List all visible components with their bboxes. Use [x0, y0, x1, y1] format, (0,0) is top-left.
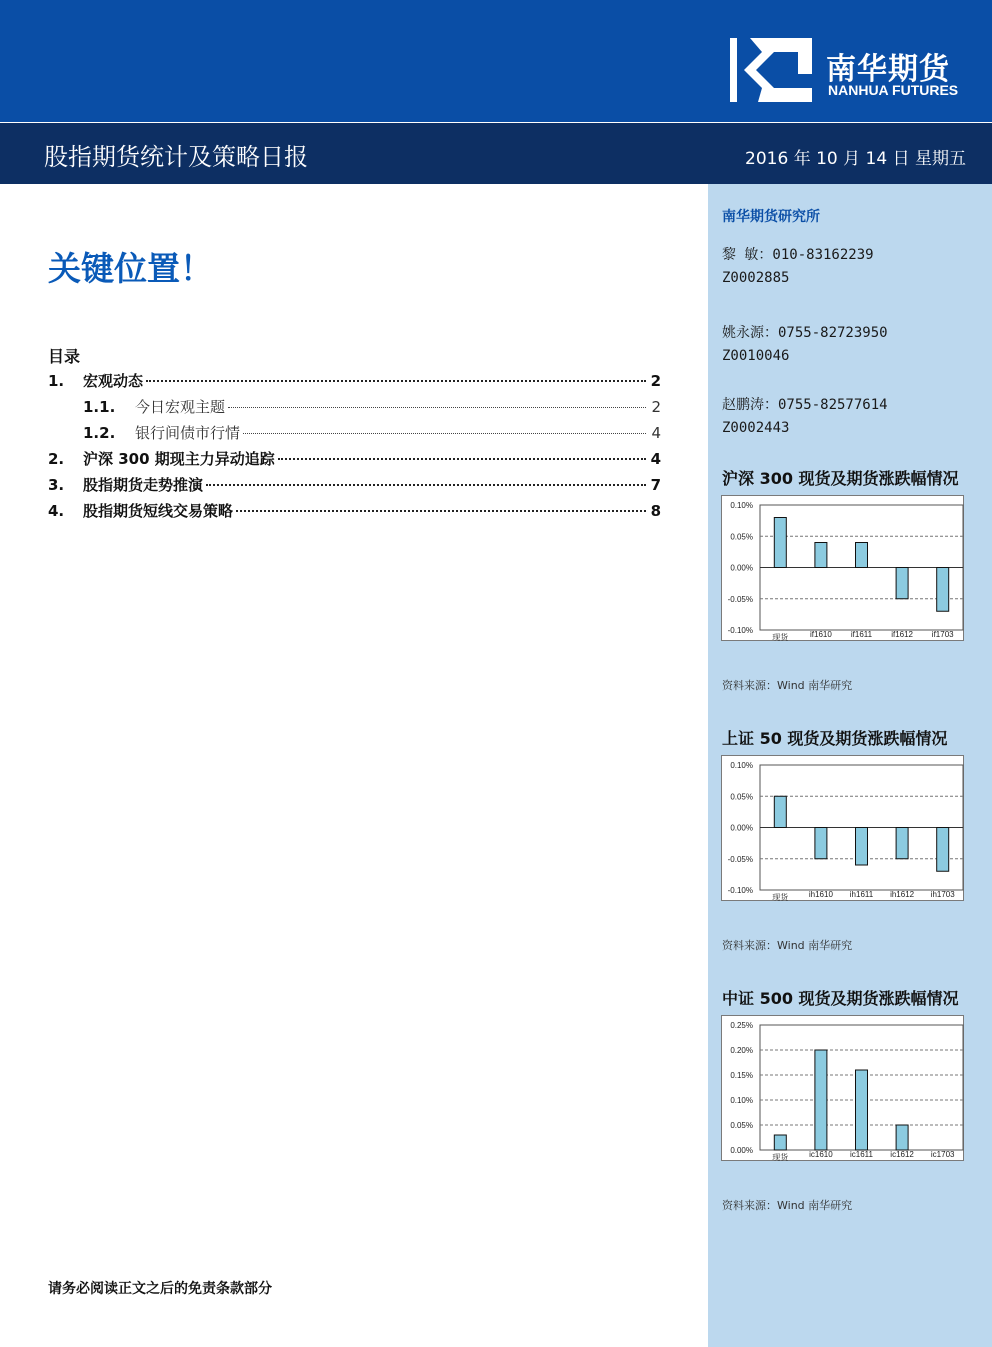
bar-if1611	[856, 543, 868, 568]
chart-2-svg	[722, 756, 965, 902]
chart-3-source: 资料来源：Wind 南华研究	[722, 1199, 853, 1212]
disclaimer-note: 请务必阅读正文之后的免责条款部分	[48, 1281, 272, 1297]
chart-2-source: 资料来源：Wind 南华研究	[722, 939, 853, 952]
bar-if1703	[937, 568, 949, 612]
bar-ic1611	[856, 1070, 868, 1150]
toc-item-label: 宏观动态	[83, 372, 144, 390]
x-tick-label: if1612	[891, 630, 913, 639]
x-tick-label: ic1703	[930, 1150, 955, 1159]
x-tick-label: ic1611	[850, 1150, 873, 1159]
analyst-2-license: Z0010046	[722, 348, 790, 364]
bar-ih1703	[937, 828, 949, 872]
analyst-3-contact: 赵鹏涛：0755-82577614	[722, 397, 888, 413]
chart-2-title: 上证 50 现货及期货涨跌幅情况	[722, 729, 948, 748]
chart-3	[721, 1015, 964, 1161]
x-tick-label: ih1610	[808, 890, 833, 899]
headline: 关键位置！	[48, 249, 213, 288]
bar-现货	[774, 796, 786, 827]
y-tick-label: 0.00%	[730, 563, 753, 573]
toc-item-number: 1.	[48, 372, 65, 390]
chart-2	[721, 755, 964, 901]
toc-item-number: 2.	[48, 450, 65, 468]
toc-item-page: 8	[650, 502, 661, 520]
nanhua-logo-icon	[728, 34, 814, 106]
bar-if1610	[815, 543, 827, 568]
toc-leader-dots	[206, 484, 646, 486]
y-tick-label: 0.20%	[730, 1046, 753, 1055]
toc-item-label: 银行间债市行情	[135, 424, 241, 442]
report-title: 股指期货统计及策略日报	[44, 143, 308, 171]
toc-item-1-1[interactable]	[83, 396, 661, 417]
toc-leader-dots	[146, 380, 646, 382]
toc-leader-dots	[236, 510, 646, 512]
toc-item-1-2[interactable]	[83, 422, 661, 443]
x-tick-label: 现货	[772, 893, 789, 902]
y-tick-label: -0.05%	[727, 854, 753, 864]
analyst-1-license: Z0002885	[722, 270, 790, 286]
bar-ic1610	[815, 1050, 827, 1150]
y-tick-label: 0.10%	[730, 1096, 753, 1105]
bar-if1612	[896, 568, 908, 599]
toc-item-page: 7	[650, 476, 661, 494]
toc-item-page: 4	[651, 424, 661, 442]
y-tick-label: 0.00%	[730, 1146, 753, 1155]
toc-item-number: 1.2.	[83, 424, 116, 442]
y-tick-label: 0.10%	[730, 761, 753, 770]
y-tick-label: 0.05%	[730, 792, 753, 802]
chart-3-svg	[722, 1016, 965, 1162]
x-tick-label: ic1610	[809, 1150, 833, 1159]
toc-item-3[interactable]	[48, 474, 661, 495]
toc-leader-dots	[243, 433, 646, 434]
x-tick-label: ih1612	[890, 890, 915, 899]
bar-ic1612	[896, 1125, 908, 1150]
brand-name-en: NANHUA FUTURES	[828, 82, 959, 98]
x-tick-label: if1611	[850, 630, 873, 639]
bar-ih1611	[856, 828, 868, 866]
y-tick-label: 0.10%	[730, 501, 753, 510]
toc-item-number: 1.1.	[83, 398, 116, 416]
toc-item-label: 沪深 300 期现主力异动追踪	[83, 450, 275, 468]
y-tick-label: 0.15%	[730, 1071, 753, 1080]
y-tick-label: -0.10%	[727, 626, 753, 635]
chart-3-title: 中证 500 现货及期货涨跌幅情况	[722, 989, 959, 1008]
x-tick-label: 现货	[772, 1153, 789, 1162]
toc-item-4[interactable]	[48, 500, 661, 521]
x-tick-label: ih1703	[930, 890, 955, 899]
y-tick-label: 0.25%	[730, 1021, 753, 1030]
analyst-3-license: Z0002443	[722, 420, 790, 436]
toc-item-page: 2	[651, 398, 661, 416]
x-tick-label: if1610	[810, 630, 832, 639]
y-tick-label: 0.05%	[730, 532, 753, 542]
y-tick-label: 0.00%	[730, 823, 753, 833]
bar-现货	[774, 1135, 786, 1150]
bar-现货	[774, 518, 786, 568]
toc-item-label: 今日宏观主题	[135, 398, 226, 416]
y-tick-label: 0.05%	[730, 1121, 753, 1130]
toc-leader-dots	[278, 458, 646, 460]
bar-ih1612	[896, 828, 908, 859]
x-tick-label: if1703	[931, 630, 954, 639]
toc-item-label: 股指期货走势推演	[83, 476, 204, 494]
analyst-1-contact: 黎 敏：010-83162239	[722, 247, 874, 263]
toc-item-1[interactable]	[48, 370, 661, 391]
chart-1-svg	[722, 496, 965, 642]
toc-title: 目录	[48, 347, 81, 366]
toc-leader-dots	[228, 407, 646, 408]
toc-item-number: 4.	[48, 502, 65, 520]
x-tick-label: 现货	[772, 633, 789, 642]
toc-item-page: 4	[650, 450, 661, 468]
chart-1	[721, 495, 964, 641]
toc-item-number: 3.	[48, 476, 65, 494]
bar-ih1610	[815, 828, 827, 859]
x-tick-label: ih1611	[849, 890, 874, 899]
chart-1-source: 资料来源：Wind 南华研究	[722, 679, 853, 692]
y-tick-label: -0.10%	[727, 886, 753, 895]
analyst-2-contact: 姚永源：0755-82723950	[722, 325, 888, 341]
y-tick-label: -0.05%	[727, 594, 753, 604]
toc-item-2[interactable]	[48, 448, 661, 469]
institute-name: 南华期货研究所	[722, 209, 820, 225]
x-tick-label: ic1612	[890, 1150, 914, 1159]
report-date: 2016 年 10 月 14 日 星期五	[745, 149, 966, 169]
brand-name-cn: 南华期货	[826, 52, 950, 87]
toc-item-page: 2	[650, 372, 661, 390]
chart-1-title: 沪深 300 现货及期货涨跌幅情况	[722, 469, 959, 488]
toc-item-label: 股指期货短线交易策略	[83, 502, 234, 520]
